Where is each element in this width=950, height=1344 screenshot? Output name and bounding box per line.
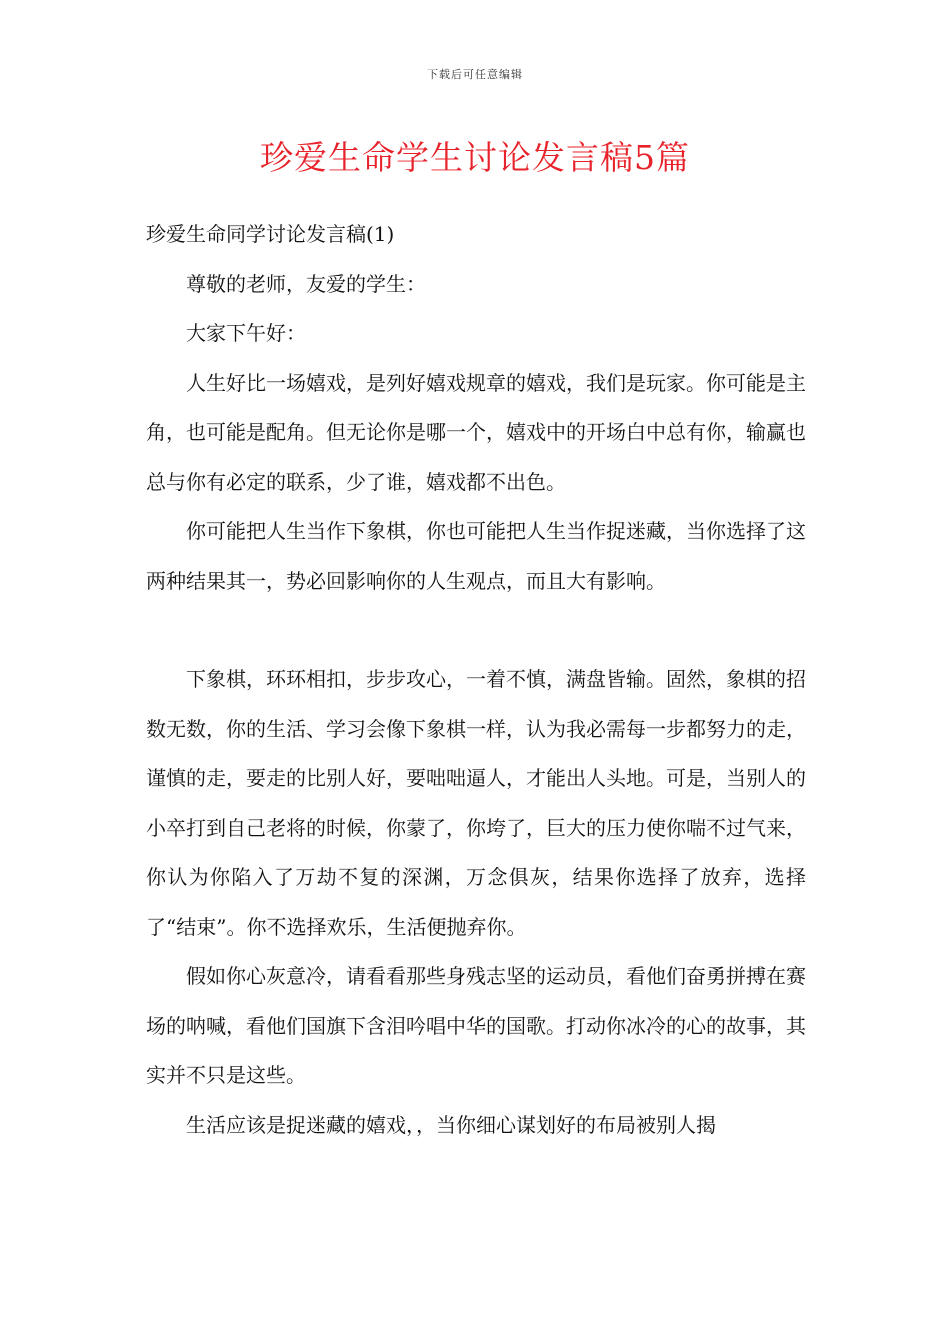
paragraph-body: 人生好比一场嬉戏，是列好嬉戏规章的嬉戏，我们是玩家。你可能是主角，也可能是配角。但无论你是哪一个，嬉戏中的开场白中总有你，输赢也总与你有必定的联系，少了谁，嬉戏都不出色。 — [146, 370, 806, 494]
header-note: 下载后可任意编辑 — [427, 68, 523, 81]
document-title: 珍爱生命学生讨论发言稿5篇 — [260, 138, 690, 177]
document-body — [146, 210, 806, 1150]
blank-line — [146, 606, 806, 655]
paragraph-greeting: 大家下午好： — [186, 321, 306, 345]
paragraph-body: 假如你心灰意冷，请看看那些身残志坚的运动员，看他们奋勇拼搏在赛场的呐喊，看他们国旗下含泪吟唱中华的国歌。打动你冰冷的心的故事，其实并不只是这些。 — [146, 964, 806, 1087]
paragraph-salutation: 尊敬的老师，友爱的学生： — [186, 271, 426, 296]
paragraph-body: 你可能把人生当作下象棋，你也可能把人生当作捉迷藏，当你选择了这两种结果其一，势必回影响你的人生观点，而且大有影响。 — [146, 519, 806, 593]
paragraph-body: 下象棋，环环相扣，步步攻心，一着不慎，满盘皆输。固然，象棋的招数无数，你的生活、学习会像下象棋一样，认为我必需每一步都努力的走，谨慎的走，要走的比别人好，要咄咄逼人，才能出人头地。可是，当别人的小卒打到自己老将的时候，你蒙了，你垮了，巨大的压力使你喘不过气来，你认为你陷入了万劫不复的深渊，万念俱灰，结果你选择了放弃，选择了“结束”。你不选择欢乐，生活便抛弃你。 — [146, 667, 806, 939]
paragraph-body: 生活应该是捉迷藏的嬉戏，，当你细心谋划好的布局被别人揭 — [186, 1112, 716, 1137]
section-heading: 珍爱生命同学讨论发言稿(1) — [146, 222, 395, 246]
